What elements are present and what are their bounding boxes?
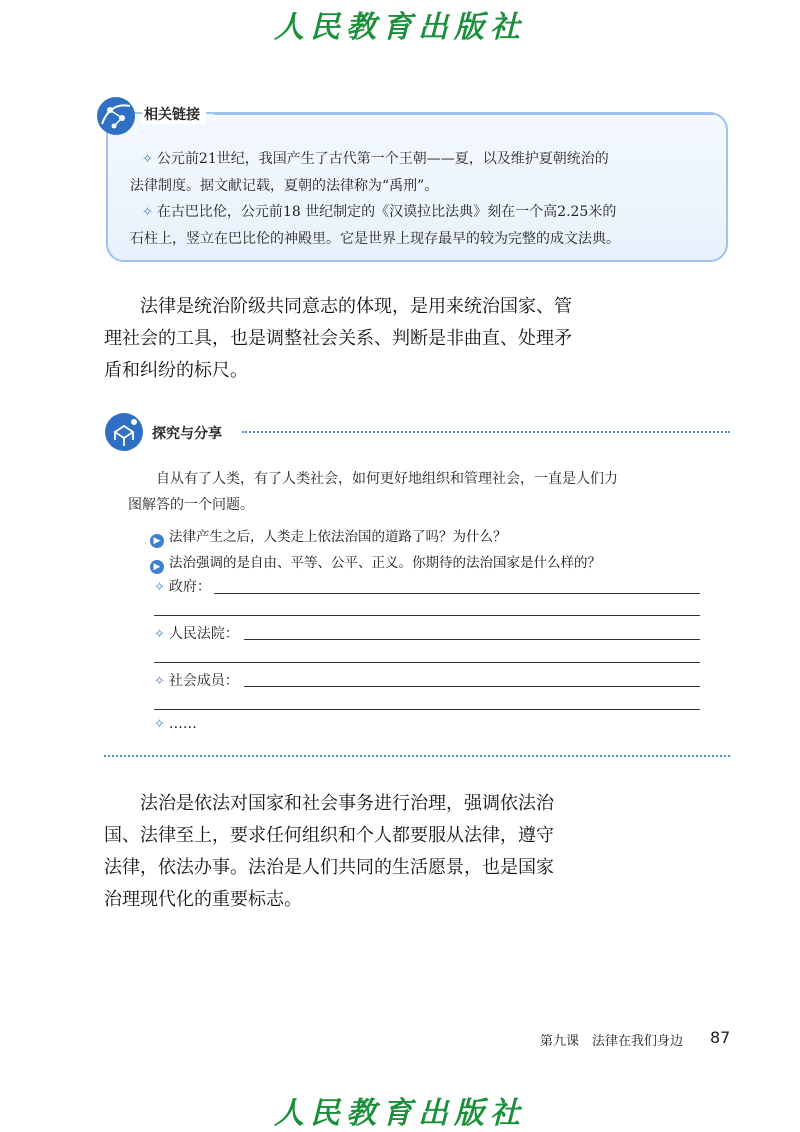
fill-item-society xyxy=(154,670,239,690)
fill-item-more xyxy=(154,716,197,732)
answer-line[interactable] xyxy=(154,615,700,616)
publisher-footer: 人民教育出版社 xyxy=(274,1096,526,1131)
link-section-icon xyxy=(96,96,136,136)
link-title-rule xyxy=(214,113,714,115)
fill-court-label: 人民法院： xyxy=(168,626,239,642)
explore-intro-line2: 图解答的一个问题。 xyxy=(128,497,254,513)
fill-item-court xyxy=(154,623,239,643)
para2-line1: 法治是依法对国家和社会事务进行治理，强调依法治 xyxy=(140,793,554,814)
explore-bottom-rule xyxy=(104,755,730,757)
para1-line2: 理社会的工具，也是调整社会关系、判断是非曲直、处理矛 xyxy=(104,328,572,349)
link-p1-line1: 公元前21世纪，我国产生了古代第一个王朝——夏，以及维护夏朝统治的 xyxy=(156,151,609,167)
para1-line1: 法律是统治阶级共同意志的体现，是用来统治国家、管 xyxy=(140,296,572,317)
para2-line3: 法律，依法办事。法治是人们共同的生活愿景，也是国家 xyxy=(104,857,554,878)
link-p2-line2: 石柱上，竖立在巴比伦的神殿里。它是世界上现存最早的较为完整的成文法典。 xyxy=(130,231,620,247)
link-paragraph-1 xyxy=(130,146,720,252)
para2-line4: 治理现代化的重要标志。 xyxy=(104,889,302,910)
diamond-bullet-icon: ✧ xyxy=(154,627,165,642)
question-1 xyxy=(150,525,507,548)
diamond-bullet-icon: ✧ xyxy=(154,580,165,595)
body-paragraph-1 xyxy=(104,291,594,387)
explore-intro xyxy=(128,466,718,518)
diamond-bullet-icon: ✧ xyxy=(154,717,165,732)
page-number: 87 xyxy=(710,1028,731,1047)
explore-top-rule xyxy=(242,431,730,433)
answer-line[interactable] xyxy=(244,686,700,687)
fill-item-government xyxy=(154,576,211,596)
para1-line3: 盾和纠纷的标尺。 xyxy=(104,360,248,381)
play-bullet-icon: ▶ xyxy=(150,534,164,548)
link-p1-line2: 法律制度。据文献记载，夏朝的法律称为“禹刑”。 xyxy=(130,178,439,194)
diamond-bullet-icon: ✧ xyxy=(154,674,165,689)
publisher-header: 人民教育出版社 xyxy=(274,10,526,45)
fill-society-label: 社会成员： xyxy=(168,673,239,689)
answer-line[interactable] xyxy=(244,639,700,640)
body-paragraph-2 xyxy=(104,788,594,916)
lesson-title: 第九课 法律在我们身边 xyxy=(540,1034,684,1049)
question-2-text: 法治强调的是自由、平等、公平、正义。你期待的法治国家是什么样的？ xyxy=(169,555,601,571)
answer-line[interactable] xyxy=(154,709,700,710)
link-box-title: 相关链接 xyxy=(142,104,206,124)
explore-intro-line1: 自从有了人类，有了人类社会，如何更好地组织和管理社会，一直是人们力 xyxy=(156,471,618,487)
answer-line[interactable] xyxy=(214,593,700,594)
explore-title: 探究与分享 xyxy=(152,426,222,442)
play-bullet-icon: ▶ xyxy=(150,560,164,574)
explore-section-icon xyxy=(104,412,144,452)
question-1-text: 法律产生之后，人类走上依法治国的道路了吗？为什么？ xyxy=(169,529,507,545)
question-2 xyxy=(150,551,601,574)
fill-government-label: 政府： xyxy=(168,579,211,595)
link-p2-line1: 在古巴比伦，公元前18 世纪制定的《汉谟拉比法典》刻在一个高2.25米的 xyxy=(156,204,617,220)
diamond-bullet-icon: ✧ xyxy=(142,152,153,167)
para2-line2: 国、法律至上，要求任何组织和个人都要服从法律，遵守 xyxy=(104,825,554,846)
fill-more-label: …… xyxy=(168,716,197,732)
diamond-bullet-icon: ✧ xyxy=(142,205,153,220)
answer-line[interactable] xyxy=(154,662,700,663)
